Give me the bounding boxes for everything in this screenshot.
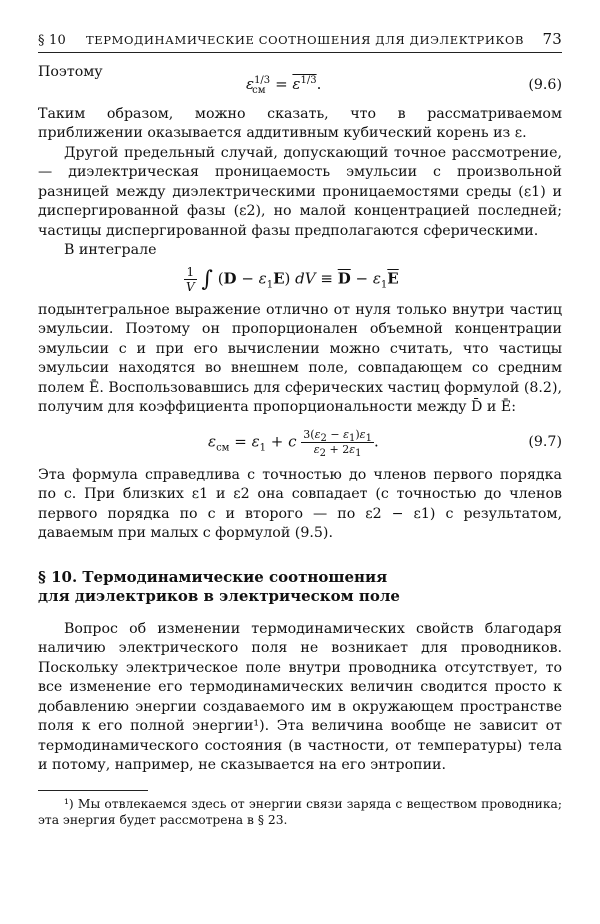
equation-number: (9.7) <box>528 433 562 450</box>
paragraph: подынтегральное выражение отлично от нуля только внутри частиц эмульсии. Поэтому он пропорционален объемной концентрации эмульсии c и при его вычислении можно считать, что частицы эмульсии находятся во внешнем поле, совпадающем со средним полем Ē. Воспользовавшись для сферических частиц формулой (8.2), получим для коэффициента пропорциональности между D̄ и Ē: <box>38 301 562 415</box>
page-number: 73 <box>542 30 562 48</box>
footnote: ¹) Мы отвлекаемся здесь от энергии связи заряда с веществом проводника; эта энергия будет рассмотрена в § 23. <box>38 796 562 827</box>
running-header <box>38 30 562 53</box>
paragraph: Вопрос об изменении термодинамических свойств благодаря наличию электрического поля не возникает для проводников. Поскольку электрическое поле внутри проводника отсутствует, то все изменение его термодинамических величин сводится просто к добавлению энергии создаваемого им в окружающем пространстве поля к его полной энергии¹). Эта величина вообще не зависит от термодинамического состояния (в частности, от температуры) тела и потому, например, не сказывается на его энтропии. <box>38 620 562 773</box>
paragraph: Другой предельный случай, допускающий точное рассмотрение, — диэлектрическая проницаемость эмульсии с произвольной разницей между диэлектрическими проницаемостями среды (ε1) и диспергированной фазы (ε2), но малой концентрацией последней; частицы диспергированной фазы предполагаются сферическими. <box>38 144 562 239</box>
header-section: § 10 <box>38 33 66 48</box>
integral-equation <box>38 261 562 301</box>
footnote-rule <box>38 790 148 791</box>
paragraph: Эта формула справедлива с точностью до членов первого порядка по c. При близких ε1 и ε2 она совпадает (с точностью до членов первого порядка по c и второго — по ε2 − ε1) с результатом, даваемым при малых c формулой (9.5). <box>38 466 562 541</box>
page <box>38 30 562 829</box>
section-title-line1: § 10. Термодинамические соотношения <box>38 567 388 586</box>
equation-number: (9.6) <box>528 76 562 93</box>
equation-body: $\varepsilon^{1/3}_{см} = \varepsilon^{1/3}$. <box>246 74 322 96</box>
section-heading <box>38 568 562 606</box>
equation-9-7 <box>38 422 562 466</box>
paragraph: В интеграле <box>64 242 157 258</box>
equation-9-6 <box>38 73 562 101</box>
equation-body: $\varepsilon_{см} = \varepsilon_1 + c$ $\frac{3(\varepsilon_2 - \varepsilon_1)\varepsilon_1}{\varepsilon_2 + 2\varepsilon_1}$ . <box>208 427 379 459</box>
section-title-line2: для диэлектриков в электрическом поле <box>38 586 400 605</box>
header-title: ТЕРМОДИНАМИЧЕСКИЕ СООТНОШЕНИЯ ДЛЯ ДИЭЛЕКТРИКОВ <box>85 33 525 47</box>
paragraph: Таким образом, можно сказать, что в рассматриваемом приближении оказывается аддитивным кубический корень из ε. <box>38 105 562 141</box>
equation-body: $\frac{1}{V}$ ∫ $(D - \varepsilon_1E)$ dV ≡ $\overline{D} - \varepsilon_1\overline{E}$ <box>186 264 399 294</box>
paragraph: Поэтому <box>38 64 103 80</box>
